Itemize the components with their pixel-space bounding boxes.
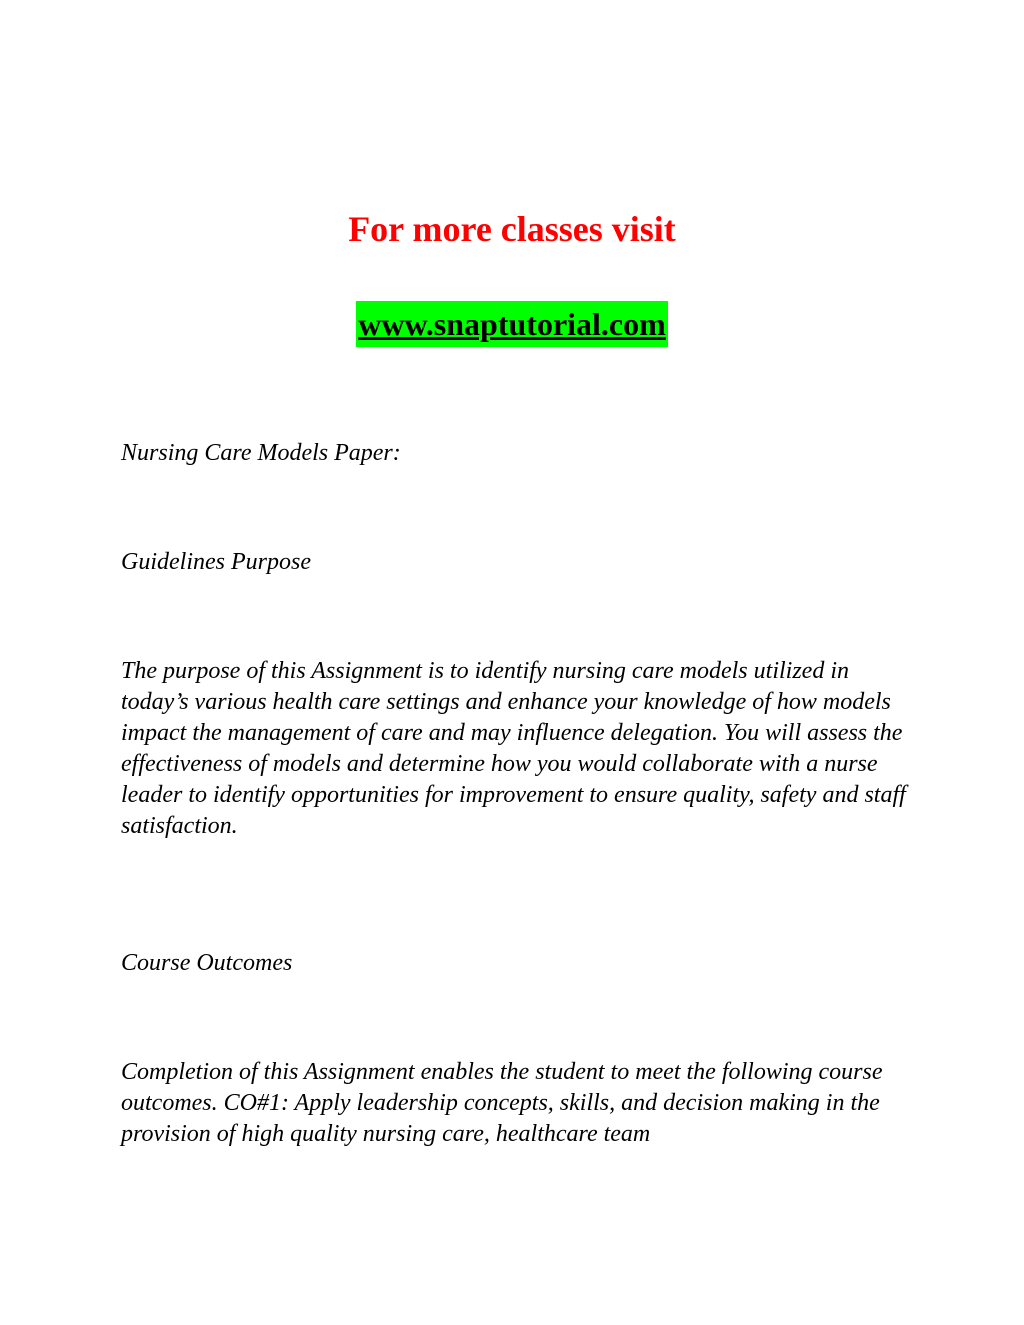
promo-link-container: [0, 301, 1024, 347]
section-heading-guidelines: Guidelines Purpose: [121, 549, 311, 575]
section-heading-outcomes: Course Outcomes: [121, 950, 293, 976]
document-title: Nursing Care Models Paper:: [121, 440, 401, 466]
promo-heading: For more classes visit: [348, 209, 676, 249]
purpose-paragraph: The purpose of this Assignment is to identify nursing care models utilized in today’s various health care settings and enhance your knowledge of how models impact the management of care and may influence delegation. You will assess the effectiveness of models and determine how you would collaborate with a nurse leader to identify opportunities for improvement to ensure quality, safety and staff satisfaction.: [121, 658, 906, 839]
promo-link[interactable]: www.snaptutorial.com: [356, 301, 668, 347]
completion-paragraph: Completion of this Assignment enables the student to meet the following course outcomes. CO#1: Apply leadership concepts, skills, and decision making in the provision of high quality nursing care, healthcare team: [121, 1059, 883, 1147]
